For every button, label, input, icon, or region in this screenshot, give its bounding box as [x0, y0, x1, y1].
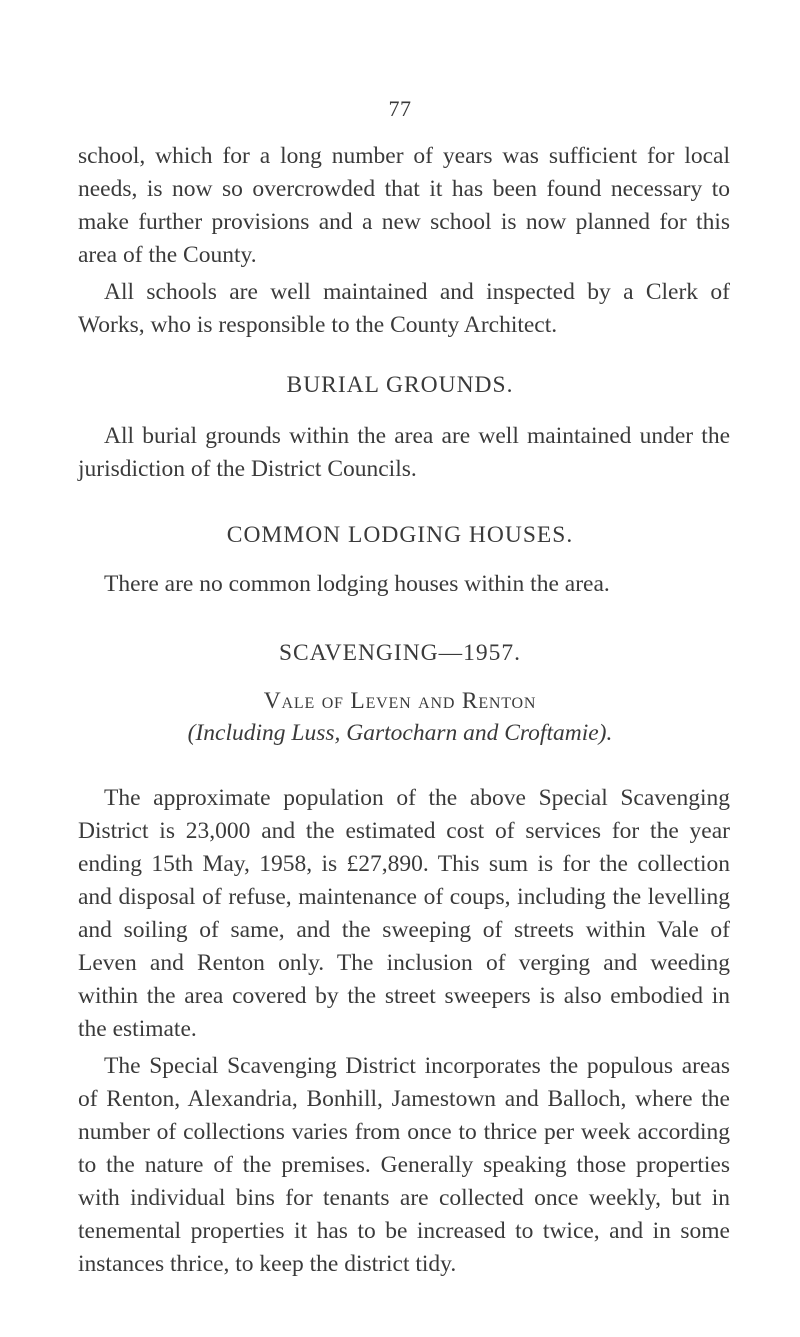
intro-paragraph-school: school, which for a long number of years was sufficient for local needs, is now so overcrowded that it has been found necessary to make further provisions and a new school is now planned for this area of the County.	[78, 143, 730, 268]
intro-paragraph-maintenance: All schools are well maintained and inspected by a Clerk of Works, who is responsible to the County Architect.	[78, 279, 730, 338]
scavenging-paragraph-cost: The approximate population of the above Special Scavenging District is 23,000 and the estimated cost of services for the year ending 15th May, 1958, is £27,890. This sum is for the collection and disposal of refuse, maintenance of coups, including the levelling and soiling of same, and the sweeping of streets within Vale of Leven and Renton only. The inclusion of verging and weeding within the area covered by the street sweepers is also embodied in the estimate.	[78, 785, 730, 1042]
scavenging-heading: SCAVENGING—1957.	[278, 640, 522, 666]
lodging-houses-heading: COMMON LODGING HOUSES.	[226, 522, 574, 548]
burial-grounds-heading: BURIAL GROUNDS.	[286, 372, 514, 398]
burial-grounds-paragraph: All burial grounds within the area are well maintained under the jurisdiction of the District Councils.	[78, 423, 730, 482]
scavenging-paragraph-collections: The Special Scavenging District incorporates the populous areas of Renton, Alexandria, Bonhill, Jamestown and Balloch, where the number of collections varies from once to thrice per week according to the nature of the premises. Generally speaking those properties with individual bins for tenants are collected once weekly, but in tenemental properties it has to be increased to twice, and in some instances thrice, to keep the district tidy.	[78, 1053, 730, 1277]
page-number: 77	[388, 96, 412, 121]
lodging-houses-paragraph: There are no common lodging houses within the area.	[104, 571, 610, 597]
burial-grounds-section	[78, 420, 730, 486]
intro-section	[78, 140, 730, 342]
lodging-houses-section	[78, 568, 730, 601]
scavenging-section	[78, 782, 730, 1281]
scavenging-district-subheading: Vale of Leven and Renton	[263, 688, 537, 714]
scavenging-district-note: (Including Luss, Gartocharn and Croftamie).	[187, 720, 613, 746]
